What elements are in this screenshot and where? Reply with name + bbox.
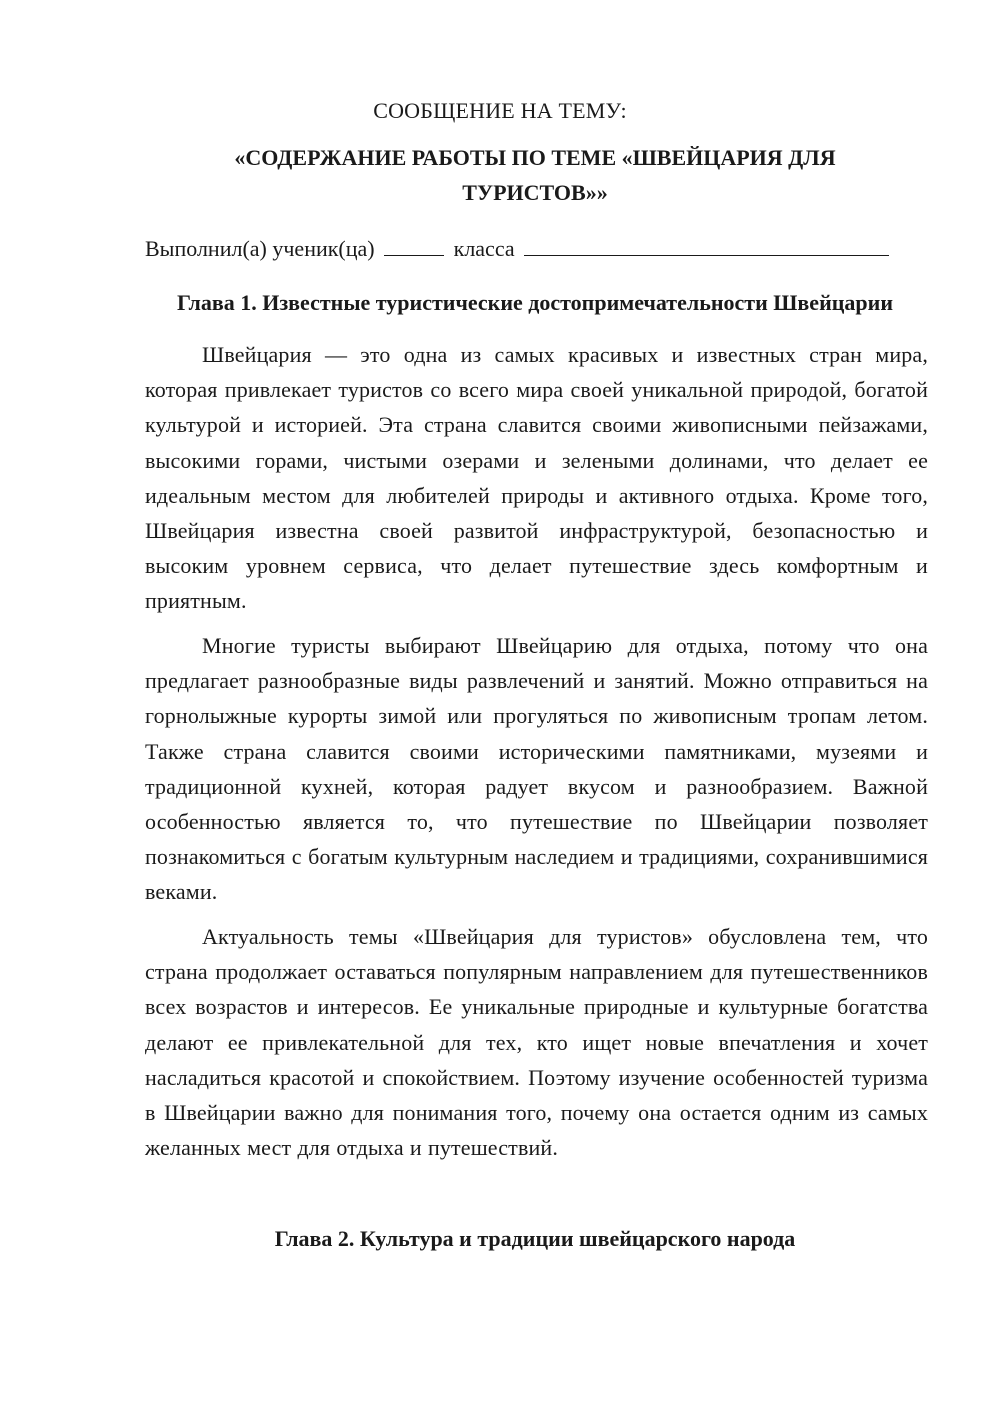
student-label: Выполнил(а) ученик(ца) [145,236,375,261]
document-subject: СООБЩЕНИЕ НА ТЕМУ: [373,98,627,123]
paragraph: Многие туристы выбирают Швейцарию для отдыха, потому что она предлагает разнообразные виды развлечений и занятий. Можно отправиться на горнолыжные курорты зимой или прогуляться по живописным тропам летом. Также страна славится своими историческими памятниками, музеями и традиционной кухней, которая радует вкусом и разнообразием. Важной особенностью является то, что путешествие по Швейцарии позволяет познакомиться с богатым культурным наследием и традициями, сохранившимися веками. [145,633,928,905]
class-blank [384,233,444,256]
paragraph: Актуальность темы «Швейцария для туристов» обусловлена тем, что страна продолжает оставаться популярным направлением для путешественников всех возрастов и интересов. Ее уникальные природные и культурные богатства делают ее привлекательной для тех, кто ищет новые впечатления и хочет насладиться красотой и спокойствием. Поэтому изучение особенностей туризма в Швейцарии важно для понимания того, почему она остается одним из самых желанных мест для отдыха и путешествий. [145,924,928,1161]
paragraph: Швейцария — это одна из самых красивых и известных стран мира, которая привлекает туристов со всего мира своей уникальной природой, богатой культурой и историей. Эта страна славится своими живописными пейзажами, высокими горами, чистыми озерами и зелеными долинами, что делает ее идеальным местом для любителей природы и активного отдыха. Кроме того, Швейцария известна своей развитой инфраструктурой, безопасностью и высоким уровнем сервиса, что делает путешествие здесь комфортным и приятным. [145,342,928,614]
class-label: класса [453,236,515,261]
chapter-1-heading: Глава 1. Известные туристические достопримечательности Швейцарии [176,290,894,315]
document-title-line-1: «СОДЕРЖАНИЕ РАБОТЫ ПО ТЕМЕ «ШВЕЙЦАРИЯ ДЛЯ [234,145,836,170]
document-title-line-2: ТУРИСТОВ»» [462,180,608,205]
name-blank [524,233,889,256]
author-line [145,233,893,264]
chapter-2-heading: Глава 2. Культура и традиции швейцарского народа [274,1226,796,1251]
